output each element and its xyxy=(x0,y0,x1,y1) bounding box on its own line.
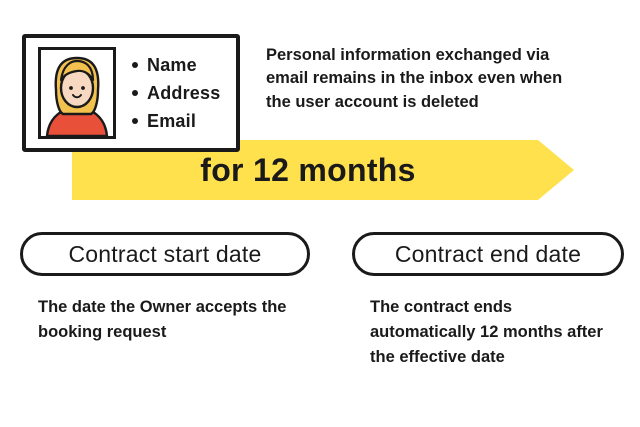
id-field-name xyxy=(132,55,220,76)
description-contract-end: The contract ends automatically 12 months after the effective date xyxy=(370,298,603,367)
bullet-icon xyxy=(132,62,138,68)
person-portrait-icon xyxy=(41,50,113,136)
pill-label: Contract start date xyxy=(68,240,262,267)
id-field-label: Name xyxy=(147,54,197,75)
pill-contract-end-date xyxy=(352,232,624,276)
pill-label: Contract end date xyxy=(394,240,582,267)
description-contract-start: The date the Owner accepts the booking request xyxy=(38,298,287,342)
id-field-email xyxy=(132,111,220,132)
duration-banner-label: for 12 months xyxy=(200,151,416,188)
id-field-address xyxy=(132,83,220,104)
id-field-label: Address xyxy=(147,82,221,103)
note-text: Personal information exchanged via email remains in the inbox even when the user account is deleted xyxy=(266,46,563,111)
id-field-list xyxy=(132,55,220,132)
id-card xyxy=(22,34,240,152)
bullet-icon xyxy=(132,90,138,96)
bullet-icon xyxy=(132,118,138,124)
id-field-label: Email xyxy=(147,110,197,131)
pill-contract-start-date xyxy=(20,232,310,276)
portrait-photo xyxy=(38,47,116,139)
